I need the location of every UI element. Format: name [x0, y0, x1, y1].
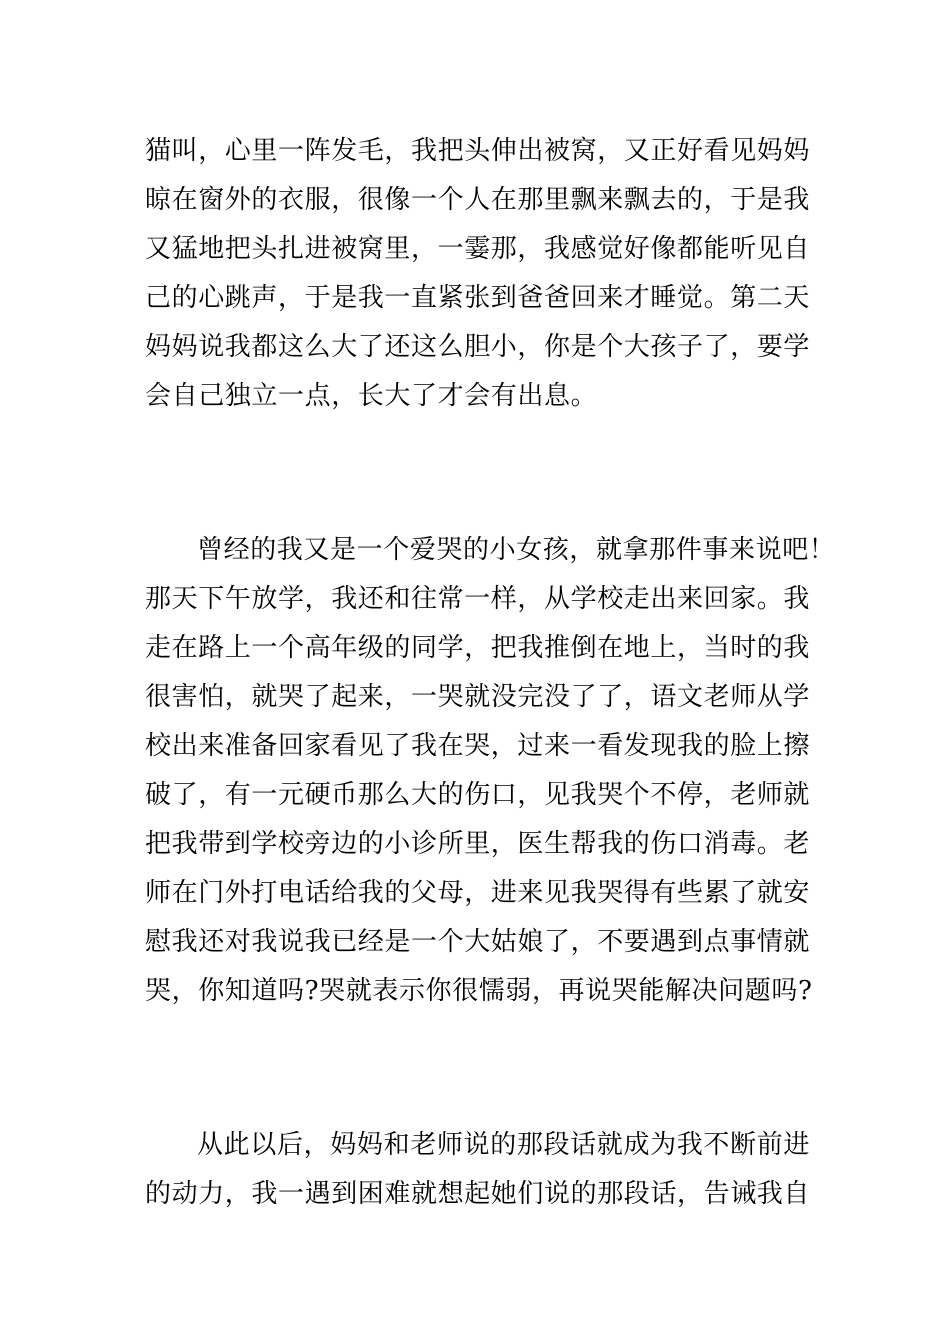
text-line: 的动力，我一遇到困难就想起她们说的那段话，告诫我自 [145, 1179, 811, 1209]
text-line: 把我带到学校旁边的小诊所里，医生帮我的伤口消毒。老 [145, 829, 811, 859]
text-line: 妈妈说我都这么大了还这么胆小，你是个大孩子了，要学 [145, 332, 811, 362]
text-line: 会自己独立一点，长大了才会有出息。 [145, 381, 598, 411]
text-line: 很害怕，就哭了起来，一哭就没完没了了，语文老师从学 [145, 682, 811, 712]
text-line: 师在门外打电话给我的父母，进来见我哭得有些累了就安 [145, 878, 811, 908]
text-line: 晾在窗外的衣服，很像一个人在那里飘来飘去的，于是我 [145, 185, 811, 215]
text-line: 校出来准备回家看见了我在哭，过来一看发现我的脸上擦 [145, 731, 811, 761]
text-line: 破了，有一元硬币那么大的伤口，见我哭个不停，老师就 [145, 780, 811, 810]
text-line: 那天下午放学，我还和往常一样，从学校走出来回家。我 [145, 584, 811, 614]
text-line: 己的心跳声，于是我一直紧张到爸爸回来才睡觉。第二天 [145, 283, 811, 313]
text-line: 慰我还对我说我已经是一个大姑娘了，不要遇到点事情就 [145, 927, 811, 957]
text-line: 哭，你知道吗?哭就表示你很懦弱，再说哭能解决问题吗? [145, 976, 813, 1006]
text-line: 猫叫，心里一阵发毛，我把头伸出被窝，又正好看见妈妈 [145, 136, 811, 166]
text-line: 曾经的我又是一个爱哭的小女孩，就拿那件事来说吧！ [197, 535, 836, 565]
text-line: 走在路上一个高年级的同学，把我推倒在地上，当时的我 [145, 633, 811, 663]
text-line: 又猛地把头扎进被窝里，一霎那，我感觉好像都能听见自 [145, 234, 811, 264]
text-line: 从此以后，妈妈和老师说的那段话就成为我不断前进 [197, 1130, 810, 1160]
